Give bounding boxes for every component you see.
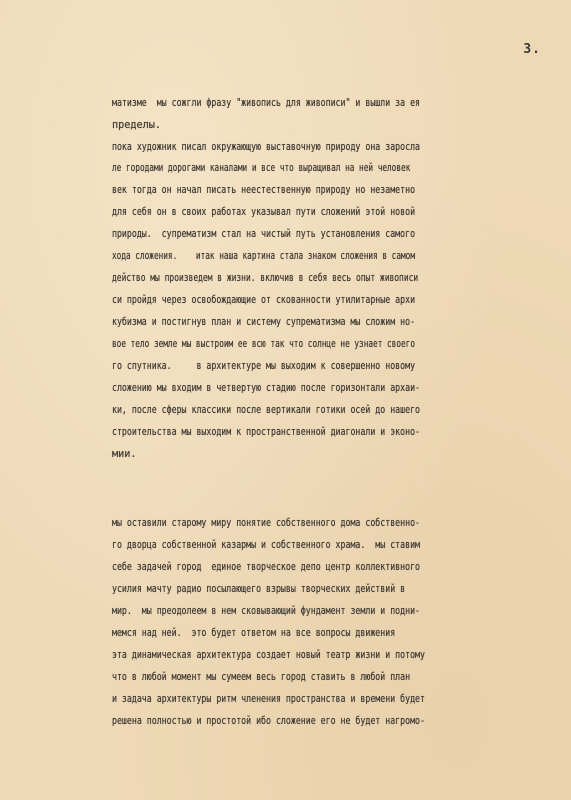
text-line: эта динамическая архитектура создает новый театр жизни и потому <box>112 650 425 661</box>
text-line: вое тело земле мы выстроим ее всю так что солнце не узнает своего <box>112 339 415 350</box>
text-line: пока художник писал окружающую выставочную природу она заросла <box>112 142 421 153</box>
text-line: век тогда он начал писать неестественную природу но незаметно <box>112 185 416 196</box>
text-line: природы. супрематизм стал на чистый путь установления самого <box>112 229 416 240</box>
text-line: для себя он в своих работах указывал пути сложений этой новой <box>112 207 416 218</box>
text-line: пределы. <box>112 120 162 131</box>
text-line: си пройдя через освобождающие от скованности утилитарные архи <box>112 295 416 306</box>
text-line: го спутника. в архитектуре мы выходим к совершенно новому <box>112 361 416 372</box>
text-line: действо мы произведем в жизни. включив в себя весь опыт живописи <box>112 273 419 284</box>
text-line: усилия мачту радио посылающего взрывы творческих действий в <box>112 584 406 595</box>
text-line: мир. мы преодолеем в нем сковывающий фундамент земли и подни- <box>112 606 421 617</box>
text-line: решена полностью и простотой ибо сложение его не будет нагромо- <box>112 716 425 727</box>
text-line: хода сложения. итак наша картина стала знаком сложения в самом <box>112 251 415 262</box>
text-line: го дворца собственной казармы и собственного храма. мы ставим <box>112 540 421 551</box>
text-line: мы оставили старому миру понятие собственного дома собственно- <box>112 518 421 529</box>
text-line: кубизма и постигнув план и систему супрематизма мы сложим но- <box>112 317 416 328</box>
text-line: и задача архитектуры ритм членения пространства и времени будет <box>112 694 425 705</box>
text-line: матизме мы сожгли фразу "живопись для живописи" и вышли за ея <box>112 98 421 109</box>
text-line: мемся над ней. это будет ответом на все вопросы движения <box>112 628 396 639</box>
text-line: сложению мы входим в четвертую стадию после горизонтали архаи- <box>112 383 421 394</box>
text-line: мии. <box>112 449 137 460</box>
text-line: ле городами дорогами каналами и все что выращивал на ней человек <box>112 163 411 174</box>
text-line: что в любой момент мы сумеем весь город ставить в любой план <box>112 672 411 683</box>
page-number: 3. <box>523 42 541 57</box>
text-line: себе задачей город единое творческое депо центр коллективного <box>112 562 421 573</box>
text-line: ки, после сферы классики после вертикали готики осей до нашего <box>112 405 421 416</box>
text-line: строительства мы выходим к пространственной диагонали и эконо- <box>112 427 421 438</box>
